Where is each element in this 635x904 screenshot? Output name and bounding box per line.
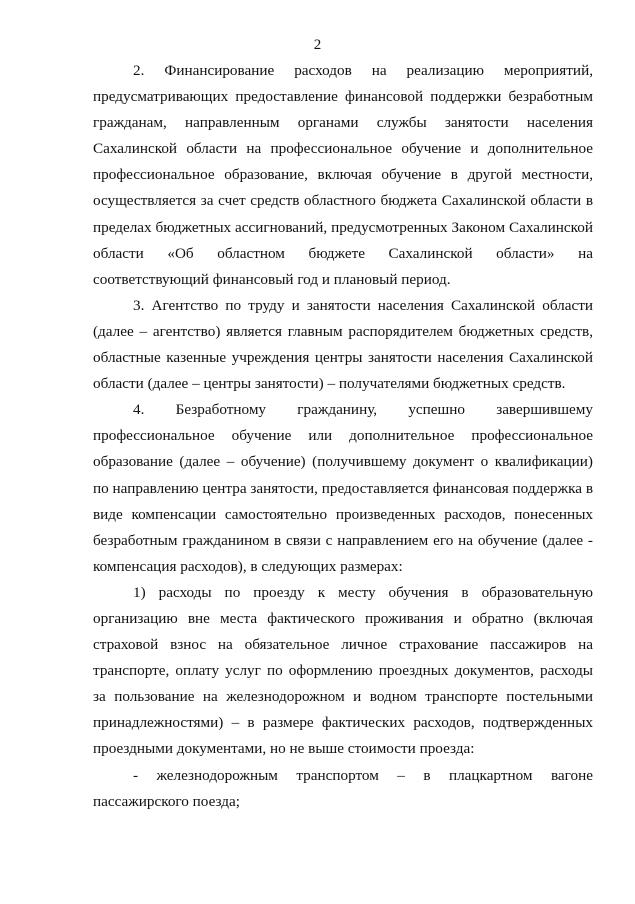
paragraph-railway-transport: - железнодорожным транспортом – в плацкартном вагоне пассажирского поезда; — [93, 766, 593, 810]
paragraph-financing: 2. Финансирование расходов на реализацию мероприятий, предусматривающих предоставление финансовой поддержки безработным гражданам, направленным органами службы занятости населения Сахалинской области на профессиональное обучение и дополнительное профессиональное образование, включая обучение в другой местности, осуществляется за счет средств областного бюджета Сахалинской области в пределах бюджетных ассигнований, предусмотренных Законом Сахалинской области «Об областном бюджете Сахалинской области» на соответствующий финансовый год и плановый период. — [93, 62, 593, 288]
page-number: 2 — [313, 37, 322, 53]
paragraph-agency: 3. Агентство по труду и занятости населения Сахалинской области (далее – агентство) является главным распорядителем бюджетных средств, областные казенные учреждения центры занятости населения Сахалинской области (далее – центры занятости) – получателями бюджетных средств. — [93, 296, 593, 393]
document-body — [93, 58, 593, 815]
paragraph-travel-expenses: 1) расходы по проезду к месту обучения в образовательную организацию вне места фактического проживания и обратно (включая страховой взнос на обязательное личное страхование пассажиров на транспорте, оплату услуг по оформлению проездных документов, расходы за пользование на железнодорожном и водном транспорте постельными принадлежностями) – в размере фактических расходов, подтвержденных проездными документами, но не выше стоимости проезда: — [93, 583, 593, 758]
paragraph-compensation: 4. Безработному гражданину, успешно завершившему профессиональное обучение или дополнительное профессиональное образование (далее – обучение) (получившему документ о квалификации) по направлению центра занятости, предоставляется финансовая поддержка в виде компенсации самостоятельно произведенных расходов, понесенных безработным гражданином в связи с направлением его на обучение (далее - компенсация расходов), в следующих размерах: — [93, 401, 593, 575]
